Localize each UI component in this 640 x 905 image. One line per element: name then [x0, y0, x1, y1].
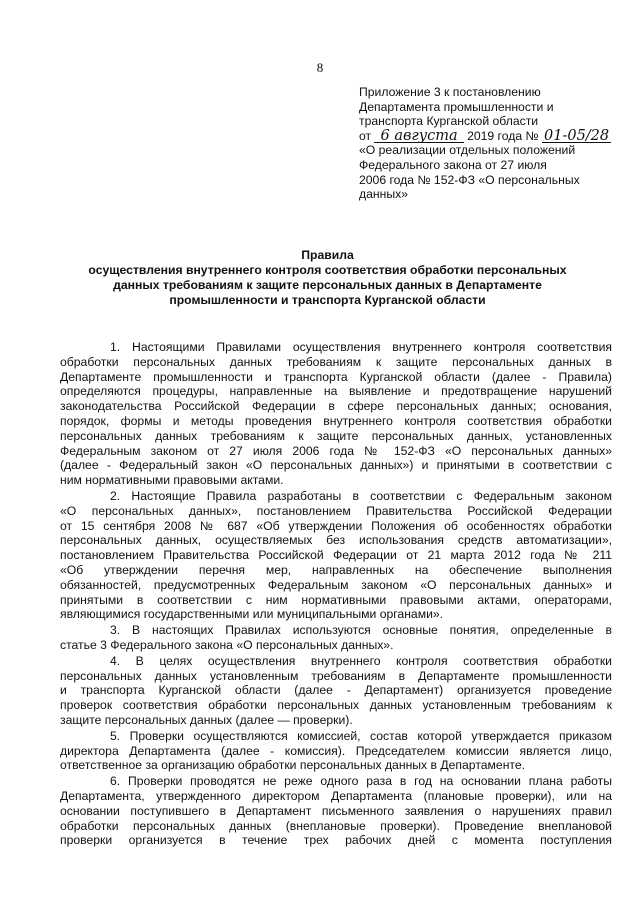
paragraph-line: основании поступившего в Департамент письменного заявления о нарушениях правил	[60, 803, 612, 818]
paragraph-line: обязанностей, предусмотренных Федеральным законом «О персональных данных» и	[60, 577, 612, 592]
paragraph-line: статье 3 Федерального закона «О персональных данных».	[60, 637, 394, 652]
title-line: данных требованиям к защите персональных данных в Департаменте	[113, 278, 542, 292]
paragraph-line: постановлением Правительства Российской Федерации от 21 марта 2012 года № 211	[60, 548, 612, 563]
handwritten-date: 6 августа	[374, 130, 463, 143]
appendix-line: транспорта Курганской области	[359, 114, 539, 129]
paragraph	[60, 489, 612, 622]
paragraph	[60, 774, 612, 848]
document-body	[60, 340, 612, 849]
appendix-line: данных»	[359, 187, 408, 202]
title-line: промышленности и транспорта Курганской области	[169, 293, 486, 307]
paragraph-line: порядок, формы и методы проведения внутреннего контроля соответствия обработки	[60, 413, 612, 428]
paragraph-line: 5. Проверки осуществляются комиссией, состав которой утверждается приказом	[110, 728, 612, 743]
paragraph-line: обработки персональных данных (внеплановые проверки). Проведение внеплановой	[60, 818, 612, 833]
handwritten-number: 01-05/28	[544, 127, 610, 144]
appendix-line: Департамента промышленности и	[359, 99, 554, 114]
date-prefix: от	[359, 128, 372, 143]
paragraph-line: Департамента, утвержденного директором Департамента (плановые проверки), или на	[60, 788, 612, 803]
appendix-date-line	[359, 129, 629, 144]
paragraph-line: директора Департамента (далее - комиссия). Председателем комиссии является лицо,	[60, 743, 612, 758]
appendix-line: Приложение 3 к постановлению	[359, 85, 541, 99]
paragraph-line: 4. В целях осуществления внутреннего контроля соответствия обработки	[110, 653, 612, 668]
paragraph-line: «О персональных данных», постановлением Правительства Российской Федерации	[60, 503, 612, 518]
paragraph	[60, 729, 612, 773]
paragraph-line: персональных данных, осуществляемых без использования средств автоматизации»,	[60, 533, 612, 548]
paragraph-line: Департаменте промышленности и транспорта Курганской области (далее - Правила)	[60, 369, 612, 384]
paragraph-line: 1. Настоящими Правилами осуществления внутреннего контроля соответствия	[110, 340, 612, 354]
paragraph-line: определяются процедуры, направленные на выявление и предотвращение нарушений	[60, 384, 612, 399]
paragraph-line: от 15 сентября 2008 № 687 «Об утверждении Положения об особенностях обработки	[60, 518, 612, 533]
paragraph-line: законодательства Российской Федерации в сфере персональных данных; основания,	[60, 399, 612, 414]
paragraph-line: 2. Настоящие Правила разработаны в соответствии с Федеральным законом	[110, 488, 612, 503]
paragraph-line: «Об утверждении перечня мер, направленных на обеспечение выполнения	[60, 562, 612, 577]
paragraph-line: Федеральным законом от 27 июля 2006 года № 152-ФЗ «О персональных данных»	[60, 443, 612, 458]
appendix-header	[359, 85, 629, 202]
paragraph-line: 3. В настоящих Правилах используются основные понятия, определенные в	[110, 623, 612, 638]
page-number: 8	[316, 60, 324, 75]
paragraph-line: и транспорта Курганской области (далее - Департамент) организуется проведение	[60, 683, 612, 698]
appendix-line: «О реализации отдельных положений	[359, 143, 576, 158]
paragraph-line: ним нормативными правовыми актами.	[60, 473, 284, 488]
paragraph	[60, 623, 612, 653]
paragraph-line: обработки персональных данных требованиям к защите персональных данных в	[60, 354, 612, 369]
paragraph-line: персональных данных установленным требованиям в Департаменте промышленности	[60, 668, 612, 683]
paragraph-line: 6. Проверки проводятся не реже одного раза в год на основании плана работы	[110, 774, 612, 789]
appendix-line: Федерального закона от 27 июля	[359, 157, 547, 172]
paragraph	[60, 654, 612, 728]
paragraph-line: принятыми в соответствии с ним нормативными правовыми актами, операторами,	[60, 592, 612, 607]
paragraph-line: (далее - Федеральный закон «О персональных данных») и принятыми в соответствии с	[60, 458, 612, 473]
paragraph-line: проверок соответствия обработки персональных данных установленным требованиям к	[60, 698, 612, 713]
paragraph-line: являющимися государственными или муниципальными органами».	[60, 607, 444, 622]
title-line: осуществления внутреннего контроля соответствия обработки персональных	[88, 263, 567, 277]
paragraph-line: проверки организуется в течение трех рабочих дней с момента поступления	[60, 833, 612, 848]
date-middle: 2019 года №	[467, 128, 539, 143]
title-heading: Правила	[301, 248, 354, 262]
paragraph	[60, 340, 612, 488]
paragraph-line: ответственное за организацию обработки персональных данных в Департаменте.	[60, 758, 526, 773]
appendix-line: 2006 года № 152-ФЗ «О персональных	[359, 172, 580, 187]
paragraph-line: защите персональных данных (далее — проверки).	[60, 712, 353, 727]
document-title	[60, 248, 595, 308]
paragraph-line: персональных данных требованиям к защите персональных данных, установленных	[60, 428, 612, 443]
